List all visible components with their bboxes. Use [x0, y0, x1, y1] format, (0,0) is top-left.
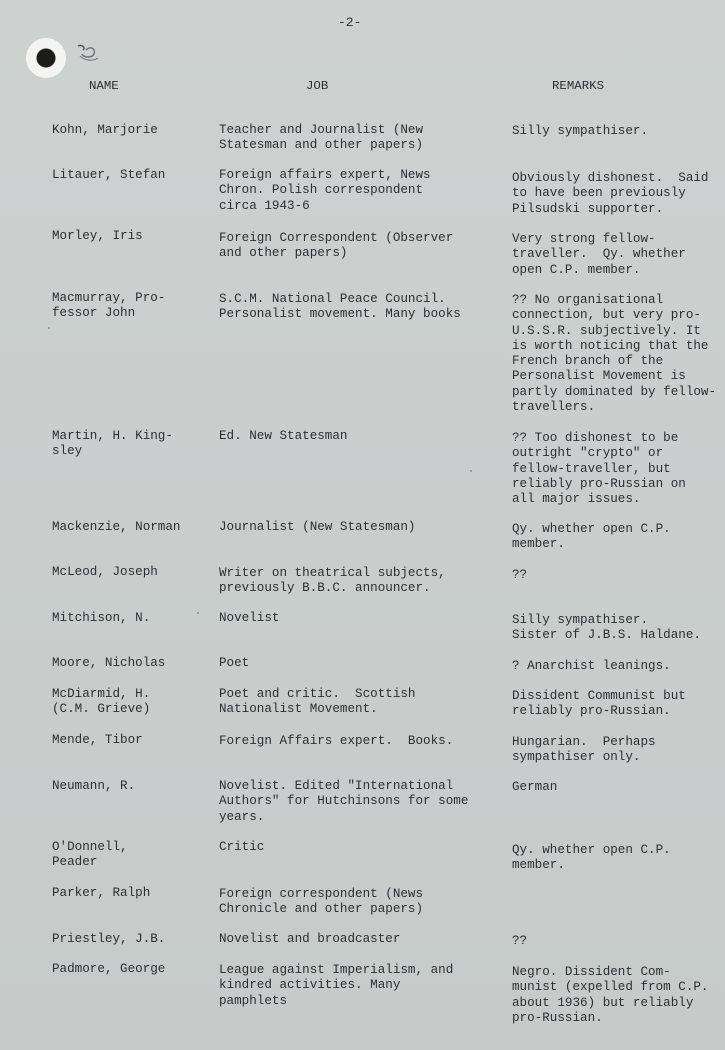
- paper-speck: [48, 327, 50, 329]
- row-name: Martin, H. King- sley: [52, 429, 173, 459]
- row-remarks: Negro. Dissident Com- munist (expelled from C.P. about 1936) but reliably pro-Russian.: [512, 965, 709, 1025]
- header-name: NAME: [89, 79, 119, 93]
- row-job: Foreign Correspondent (Observer and other papers): [219, 231, 454, 261]
- row-name: Litauer, Stefan: [52, 168, 166, 182]
- row-job: Critic: [219, 840, 265, 854]
- row-remarks: Obviously dishonest. Said to have been previously Pilsudski supporter.: [512, 171, 709, 216]
- row-job: Foreign correspondent (News Chronicle and other papers): [219, 887, 424, 917]
- row-name: Morley, Iris: [52, 229, 143, 243]
- row-job: Ed. New Statesman: [219, 429, 348, 443]
- row-name: Padmore, George: [52, 962, 166, 976]
- row-remarks: Hungarian. Perhaps sympathiser only.: [512, 735, 656, 765]
- row-job: Foreign Affairs expert. Books.: [219, 734, 454, 748]
- row-remarks: Dissident Communist but reliably pro-Russian.: [512, 689, 686, 719]
- paper-speck: [197, 612, 199, 614]
- row-remarks: Qy. whether open C.P. member.: [512, 843, 671, 873]
- row-remarks: ??: [512, 568, 528, 582]
- row-remarks: German: [512, 780, 558, 794]
- row-name: Macmurray, Pro- fessor John: [52, 291, 166, 321]
- pencil-mark-icon: [74, 42, 104, 66]
- header-job: JOB: [306, 79, 329, 93]
- row-name: McDiarmid, H. (C.M. Grieve): [52, 687, 151, 717]
- row-remarks: ?? No organisational connection, but very pro- U.S.S.R. subjectively. It is worth noticing that the French branch of the Personalist Movement is partly dominated by fellow- travellers.: [512, 293, 717, 415]
- row-name: McLeod, Joseph: [52, 565, 158, 579]
- row-job: Journalist (New Statesman): [219, 520, 416, 534]
- row-name: Priestley, J.B.: [52, 932, 166, 946]
- row-remarks: Silly sympathiser. Sister of J.B.S. Haldane.: [512, 613, 701, 643]
- row-job: League against Imperialism, and kindred activities. Many pamphlets: [219, 963, 454, 1008]
- paper-speck: [470, 470, 472, 472]
- row-job: Writer on theatrical subjects, previously B.B.C. announcer.: [219, 566, 446, 596]
- row-job: Poet: [219, 656, 250, 670]
- row-remarks: ??: [512, 934, 528, 948]
- row-job: Novelist. Edited "International Authors" for Hutchinsons for some years.: [219, 779, 469, 824]
- row-job: Teacher and Journalist (New Statesman and other papers): [219, 123, 424, 153]
- row-name: Mackenzie, Norman: [52, 520, 181, 534]
- row-name: Mende, Tibor: [52, 733, 143, 747]
- row-remarks: ? Anarchist leanings.: [512, 659, 671, 673]
- row-job: Poet and critic. Scottish Nationalist Movement.: [219, 687, 416, 717]
- row-remarks: Qy. whether open C.P. member.: [512, 522, 671, 552]
- row-name: Mitchison, N.: [52, 611, 151, 625]
- row-job: Novelist: [219, 611, 280, 625]
- row-name: Kohn, Marjorie: [52, 123, 158, 137]
- punch-hole-icon: [26, 38, 66, 78]
- row-name: Moore, Nicholas: [52, 656, 166, 670]
- row-job: Novelist and broadcaster: [219, 932, 401, 946]
- row-name: Neumann, R.: [52, 779, 136, 793]
- row-remarks: Very strong fellow- traveller. Qy. whether open C.P. member.: [512, 232, 686, 277]
- row-name: O'Donnell, Peader: [52, 840, 128, 870]
- row-name: Parker, Ralph: [52, 886, 151, 900]
- row-remarks: ?? Too dishonest to be outright "crypto" or fellow-traveller, but reliably pro-Russian on all major issues.: [512, 431, 686, 507]
- header-remarks: REMARKS: [552, 79, 605, 93]
- row-job: S.C.M. National Peace Council. Personalist movement. Many books: [219, 292, 461, 322]
- row-remarks: Silly sympathiser.: [512, 124, 649, 138]
- page-number: -2-: [338, 15, 362, 30]
- row-job: Foreign affairs expert, News Chron. Polish correspondent circa 1943-6: [219, 168, 431, 213]
